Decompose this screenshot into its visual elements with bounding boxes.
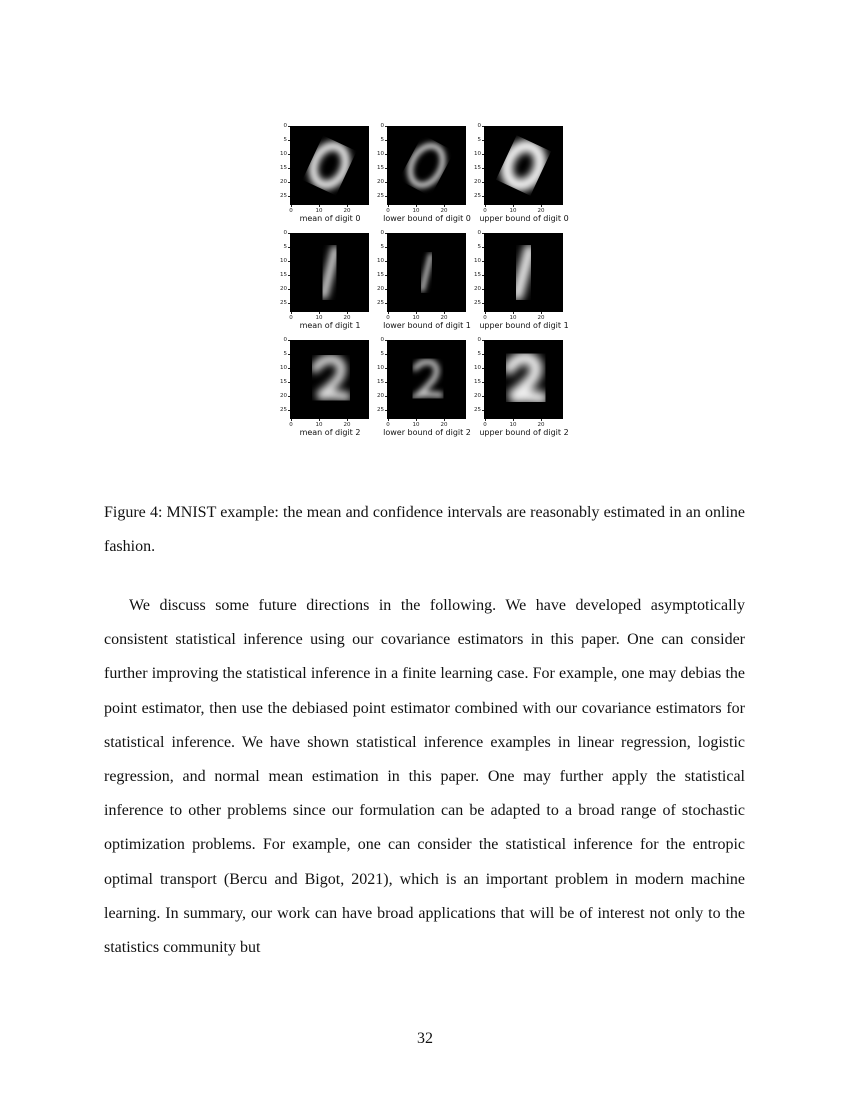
digit-2-lower-heatmap	[387, 340, 466, 419]
panel-label: lower bound of digit 0	[383, 214, 471, 223]
panel-mean-digit-0	[278, 120, 374, 222]
x-tick: 10	[410, 315, 422, 321]
x-tick: 0	[285, 315, 297, 321]
y-tick: 20	[474, 286, 481, 292]
panel-label: lower bound of digit 2	[383, 428, 471, 437]
x-tick: 0	[479, 315, 491, 321]
y-tick: 5	[375, 351, 384, 357]
y-tick: 5	[472, 351, 481, 357]
x-tick: 0	[285, 422, 297, 428]
x-tick: 10	[410, 422, 422, 428]
digit-0-upper-heatmap	[484, 126, 563, 205]
y-tick: 0	[472, 123, 481, 129]
panel-label: lower bound of digit 1	[383, 321, 471, 330]
x-tick: 10	[507, 422, 519, 428]
y-tick: 15	[474, 165, 481, 171]
mnist-figure	[278, 120, 578, 450]
x-tick: 20	[438, 422, 450, 428]
y-tick: 25	[280, 300, 287, 306]
y-tick: 25	[474, 300, 481, 306]
y-tick: 15	[474, 379, 481, 385]
y-tick: 15	[474, 272, 481, 278]
x-tick: 10	[507, 208, 519, 214]
panel-upper-digit-2	[472, 334, 568, 436]
y-tick: 15	[280, 272, 287, 278]
x-tick: 0	[479, 208, 491, 214]
y-tick: 0	[278, 230, 287, 236]
upper-digit-0-image	[484, 126, 563, 205]
x-tick: 10	[410, 208, 422, 214]
x-tick: 20	[438, 208, 450, 214]
digit-0-mean-heatmap	[290, 126, 369, 205]
digit-0-lower-heatmap	[387, 126, 466, 205]
y-tick: 10	[474, 365, 481, 371]
y-tick: 5	[375, 244, 384, 250]
figure-caption: Figure 4: MNIST example: the mean and confidence intervals are reasonably estimated in an online fashion.	[104, 504, 745, 555]
y-tick: 15	[377, 379, 384, 385]
x-tick: 0	[382, 208, 394, 214]
x-tick: 20	[341, 315, 353, 321]
page-number: 32	[417, 1030, 433, 1047]
y-tick: 20	[474, 393, 481, 399]
x-tick: 20	[341, 208, 353, 214]
upper-digit-2-image	[484, 340, 563, 419]
panel-lower-digit-0	[375, 120, 471, 222]
y-tick: 10	[474, 151, 481, 157]
panel-lower-digit-2	[375, 334, 471, 436]
y-tick: 15	[377, 272, 384, 278]
mean-digit-0-image	[290, 126, 369, 205]
upper-digit-1-image	[484, 233, 563, 312]
panel-label: upper bound of digit 2	[479, 428, 569, 437]
digit-2-mean-heatmap	[290, 340, 369, 419]
digit-2-upper-heatmap	[484, 340, 563, 419]
x-tick: 10	[313, 208, 325, 214]
x-tick: 0	[285, 208, 297, 214]
y-tick: 10	[280, 151, 287, 157]
y-tick: 25	[377, 193, 384, 199]
y-tick: 0	[278, 123, 287, 129]
panel-upper-digit-0	[472, 120, 568, 222]
y-tick: 10	[280, 365, 287, 371]
x-tick: 0	[382, 422, 394, 428]
digit-1-upper-heatmap	[484, 233, 563, 312]
panel-label: mean of digit 0	[299, 214, 361, 223]
x-tick: 0	[382, 315, 394, 321]
mean-digit-2-image	[290, 340, 369, 419]
y-tick: 5	[375, 137, 384, 143]
y-tick: 20	[377, 179, 384, 185]
y-tick: 0	[375, 230, 384, 236]
y-tick: 20	[377, 393, 384, 399]
y-tick: 0	[472, 230, 481, 236]
y-tick: 0	[375, 123, 384, 129]
y-tick: 25	[474, 407, 481, 413]
panel-label: mean of digit 2	[299, 428, 361, 437]
y-tick: 25	[280, 407, 287, 413]
y-tick: 5	[278, 137, 287, 143]
x-tick: 20	[535, 422, 547, 428]
y-tick: 10	[474, 258, 481, 264]
y-tick: 0	[375, 337, 384, 343]
digit-1-mean-heatmap	[290, 233, 369, 312]
y-tick: 20	[377, 286, 384, 292]
y-tick: 10	[377, 365, 384, 371]
x-tick: 20	[438, 315, 450, 321]
panel-label: mean of digit 1	[299, 321, 361, 330]
y-tick: 15	[280, 165, 287, 171]
y-tick: 0	[472, 337, 481, 343]
x-tick: 20	[341, 422, 353, 428]
y-tick: 25	[280, 193, 287, 199]
y-tick: 5	[472, 137, 481, 143]
y-tick: 10	[280, 258, 287, 264]
mean-digit-1-image	[290, 233, 369, 312]
y-tick: 0	[278, 337, 287, 343]
panel-mean-digit-2	[278, 334, 374, 436]
y-tick: 20	[280, 393, 287, 399]
y-tick: 5	[278, 351, 287, 357]
panel-upper-digit-1	[472, 227, 568, 329]
x-tick: 10	[507, 315, 519, 321]
x-tick: 20	[535, 208, 547, 214]
y-tick: 5	[278, 244, 287, 250]
y-tick: 15	[280, 379, 287, 385]
x-tick: 0	[479, 422, 491, 428]
panel-label: upper bound of digit 1	[479, 321, 569, 330]
panel-lower-digit-1	[375, 227, 471, 329]
y-tick: 20	[474, 179, 481, 185]
y-tick: 20	[280, 179, 287, 185]
x-tick: 10	[313, 422, 325, 428]
y-tick: 15	[377, 165, 384, 171]
body-paragraph: We discuss some future directions in the following. We have developed asymptotically consistent statistical inference using our covariance estimators in this paper. One can consider further improving the statistical inference in a finite learning case. For example, one may debias the point estimator, then use the debiased point estimator combined with our covariance estimators for statistical inference. We have shown statistical inference examples in linear regression, logistic regression, and normal mean estimation in this paper. One may further apply the statistical inference to other problems since our formulation can be adapted to a broad range of stochastic optimization problems. For example, one can consider the statistical inference for the entropic optimal transport (Bercu and Bigot, 2021), which is an important problem in modern machine learning. In summary, our work can have broad applications that will be of interest not only to the statistics community but	[104, 597, 745, 957]
y-tick: 10	[377, 151, 384, 157]
y-tick: 25	[377, 407, 384, 413]
lower-digit-2-image	[387, 340, 466, 419]
panel-mean-digit-1	[278, 227, 374, 329]
x-tick: 20	[535, 315, 547, 321]
x-tick: 10	[313, 315, 325, 321]
panel-label: upper bound of digit 0	[479, 214, 569, 223]
lower-digit-1-image	[387, 233, 466, 312]
y-tick: 25	[474, 193, 481, 199]
y-tick: 20	[280, 286, 287, 292]
lower-digit-0-image	[387, 126, 466, 205]
y-tick: 25	[377, 300, 384, 306]
y-tick: 10	[377, 258, 384, 264]
digit-1-lower-heatmap	[387, 233, 466, 312]
y-tick: 5	[472, 244, 481, 250]
